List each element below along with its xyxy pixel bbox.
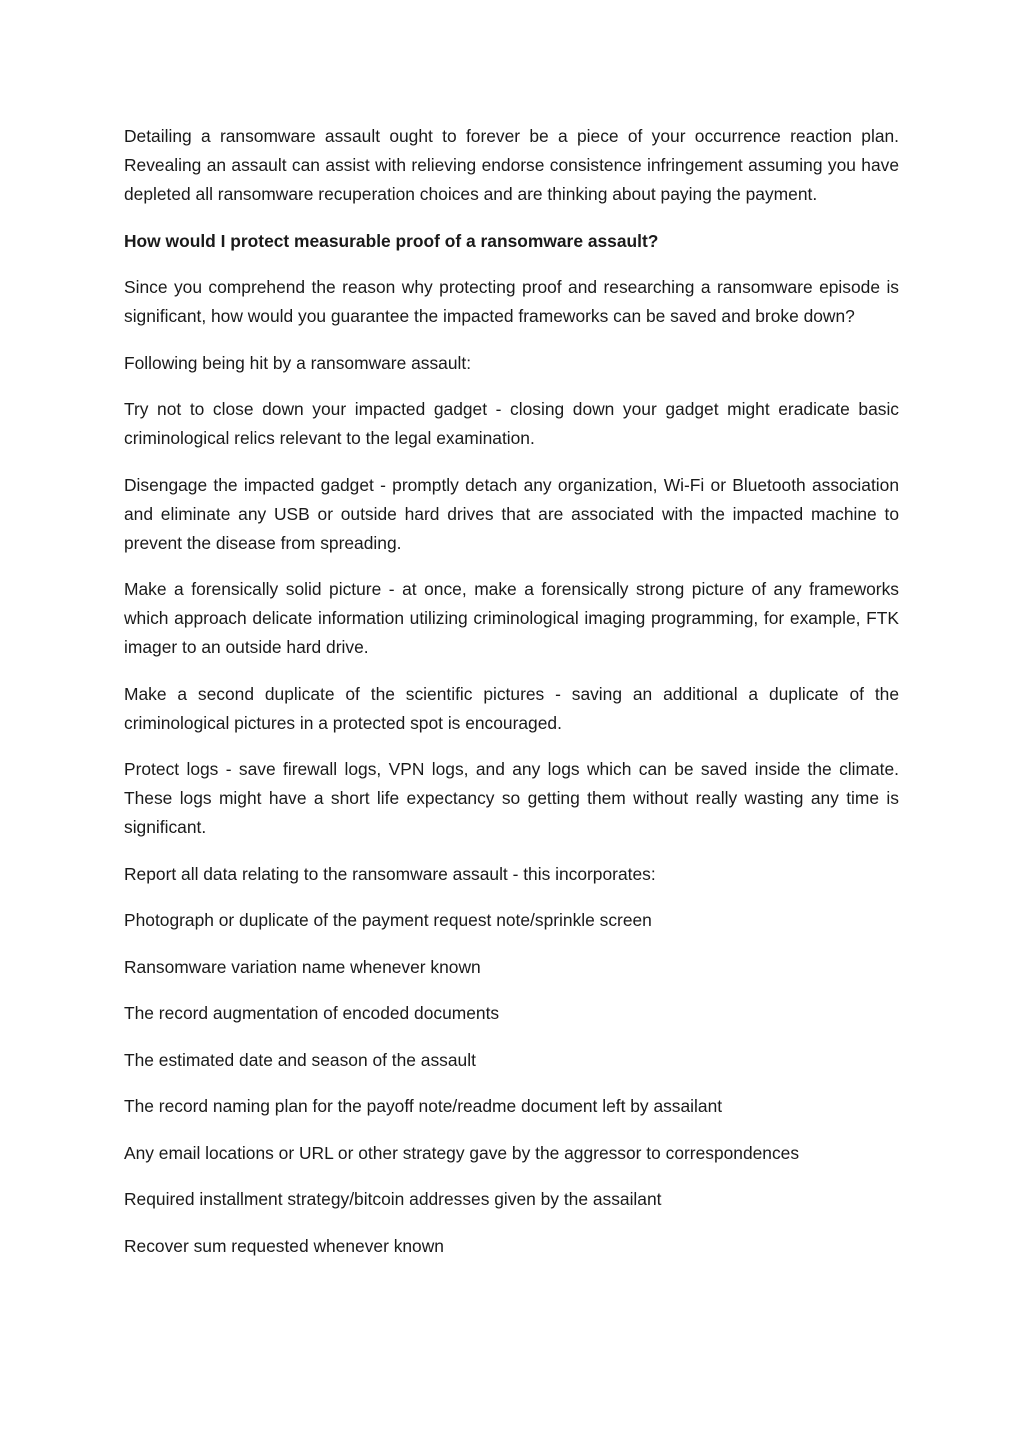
paragraph-reporting-intro: Detailing a ransomware assault ought to forever be a piece of your occurrence reaction plan. Revealing an assault can assist with relieving endorse consistence infringement assuming you have depleted all ransomware recuperation choices and are thinking about paying the payment.: [124, 126, 899, 204]
paragraph-do-not-shut-down: Try not to close down your impacted gadget - closing down your gadget might eradicate basic criminological relics relevant to the legal examination.: [124, 399, 899, 448]
document-body: [124, 122, 899, 1278]
list-item: The record augmentation of encoded documents: [124, 1003, 500, 1023]
list-item: Recover sum requested whenever known: [124, 1235, 444, 1256]
list-item: Ransomware variation name whenever known: [124, 956, 481, 977]
paragraph-second-duplicate: Make a second duplicate of the scientific pictures - saving an additional a duplicate of the criminological pictures in a protected spot is encouraged.: [124, 683, 899, 733]
list-item: Photograph or duplicate of the payment request note/sprinkle screen: [124, 910, 652, 930]
paragraph-protect-logs: Protect logs - save firewall logs, VPN logs, and any logs which can be saved inside the climate. These logs might have a short life expectancy so getting them without really wasting any time is significant.: [124, 759, 899, 837]
paragraph-report-all-data: Report all data relating to the ransomware assault - this incorporates:: [124, 863, 656, 884]
list-item: Required installment strategy/bitcoin addresses given by the assailant: [124, 1189, 662, 1209]
section-heading: How would I protect measurable proof of a ransomware assault?: [124, 230, 659, 251]
paragraph-following-hit: Following being hit by a ransomware assault:: [124, 352, 472, 373]
paragraph-forensic-image: Make a forensically solid picture - at once, make a forensically strong picture of any frameworks which approach delicate information utilizing criminological imaging programming, for example, FTK imager to an outside hard drive.: [124, 579, 899, 657]
list-item: The estimated date and season of the assault: [124, 1049, 476, 1070]
paragraph-disengage: Disengage the impacted gadget - promptly detach any organization, Wi-Fi or Bluetooth association and eliminate any USB or outside hard drives that are associated with the impacted machine to prevent the disease from spreading.: [124, 474, 899, 553]
paragraph-understanding: Since you comprehend the reason why protecting proof and researching a ransomware episode is significant, how would you guarantee the impacted frameworks can be saved and broke down?: [124, 277, 899, 326]
list-item: The record naming plan for the payoff note/readme document left by assailant: [124, 1096, 723, 1116]
list-item: Any email locations or URL or other strategy gave by the aggressor to correspondences: [124, 1142, 800, 1163]
